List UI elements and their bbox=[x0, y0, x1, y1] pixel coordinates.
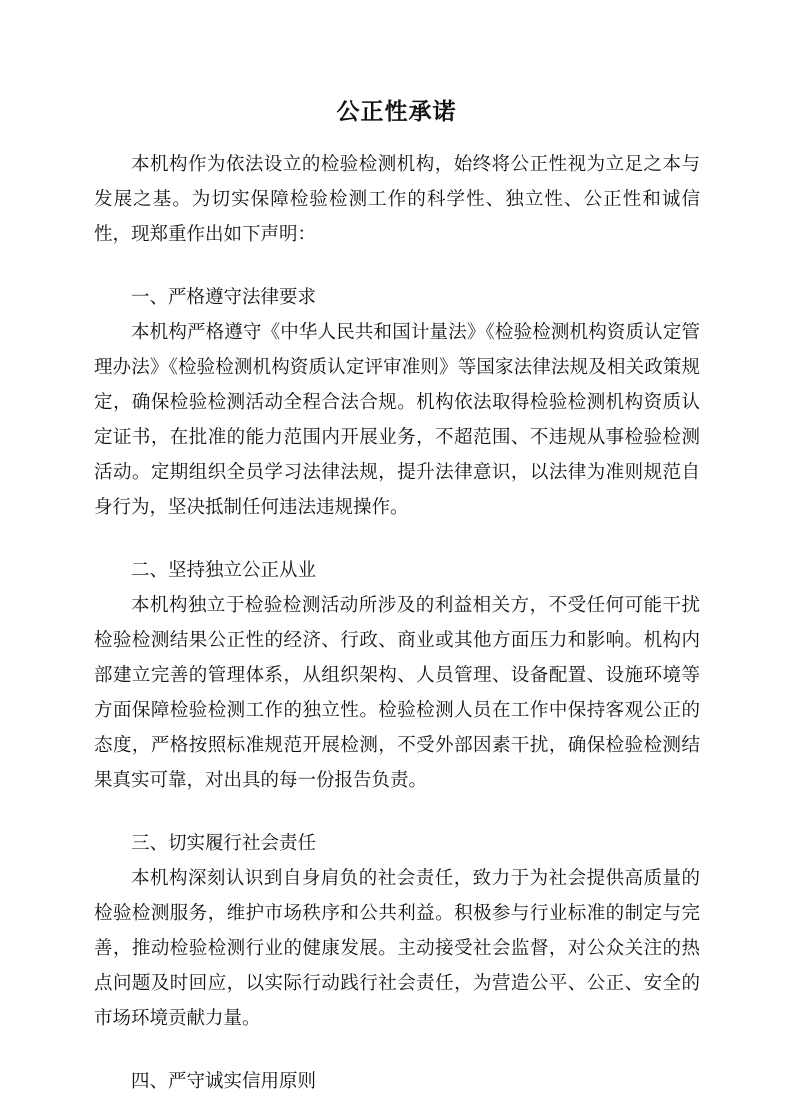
section-body-3: 本机构深刻认识到自身肩负的社会责任，致力于为社会提供高质量的检验检测服务，维护市场秩序和公共利益。积极参与行业标准的制定与完善，推动检验检测行业的健康发展。主动接受社会监督，对公众关注的热点问题及时回应，以实际行动践行社会责任，为营造公平、公正、安全的市场环境贡献力量。 bbox=[94, 868, 700, 1029]
intro-paragraph: 本机构作为依法设立的检验检测机构，始终将公正性视为立足之本与发展之基。为切实保障检验检测工作的科学性、独立性、公正性和诚信性，现郑重作出如下声明： bbox=[94, 154, 700, 245]
section-heading-2: 二、坚持独立公正从业 bbox=[131, 560, 317, 581]
document-body bbox=[94, 147, 700, 1099]
section-body-2: 本机构独立于检验检测活动所涉及的利益相关方，不受任何可能干扰检验检测结果公正性的经济、行政、商业或其他方面压力和影响。机构内部建立完善的管理体系，从组织架构、人员管理、设备配置、设施环境等方面保障检验检测工作的独立性。检验检测人员在工作中保持客观公正的态度，严格按照标准规范开展检测，不受外部因素干扰，确保检验检测结果真实可靠，对出具的每一份报告负责。 bbox=[94, 595, 700, 791]
document-title: 公正性承诺 bbox=[336, 99, 457, 125]
section-heading-1: 一、严格遵守法律要求 bbox=[131, 287, 317, 308]
section-heading-4: 四、严守诚实信用原则 bbox=[131, 1071, 317, 1092]
section-body-1: 本机构严格遵守《中华人民共和国计量法》《检验检测机构资质认定管理办法》《检验检测机构资质认定评审准则》等国家法律法规及相关政策规定，确保检验检测活动全程合法合规。机构依法取得检验检测机构资质认定证书，在批准的能力范围内开展业务，不超范围、不违规从事检验检测活动。定期组织全员学习法律法规，提升法律意识，以法律为准则规范自身行为，坚决抵制任何违法违规操作。 bbox=[94, 322, 700, 518]
section-heading-3: 三、切实履行社会责任 bbox=[131, 833, 317, 854]
